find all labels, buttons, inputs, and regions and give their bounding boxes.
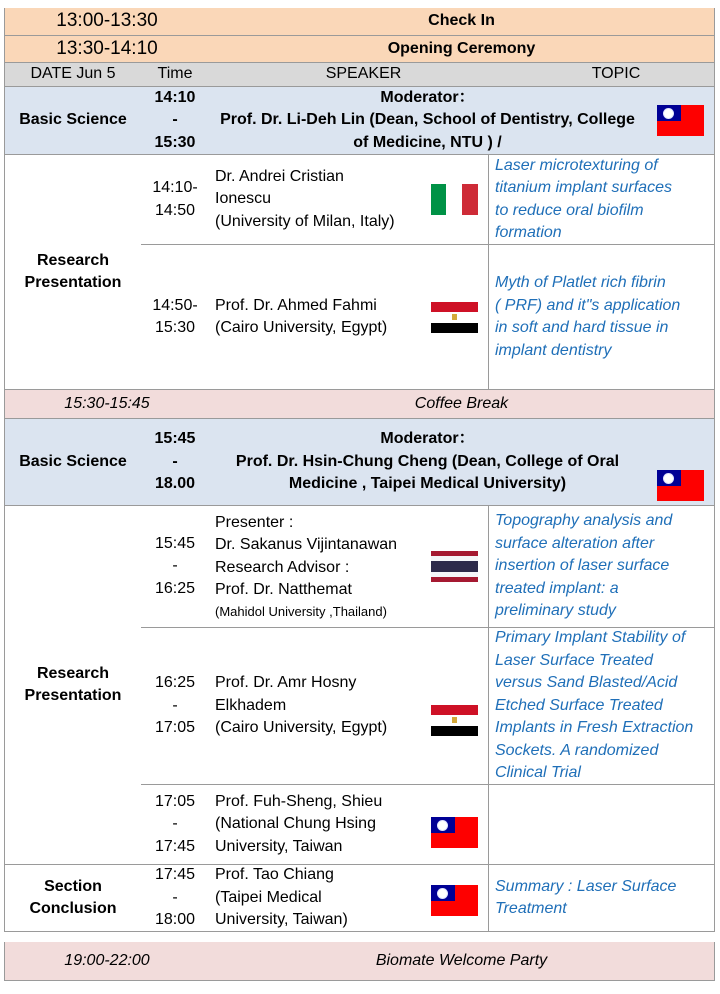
talk-topic: Laser microtexturing of titanium implant surfaces to reduce oral biofilm formation (488, 155, 715, 245)
talk-speaker: Prof. Dr. Ahmed Fahmi (Cairo University, Egypt) (209, 245, 421, 390)
talk-speaker: Prof. Fuh-Sheng, Shieu (National Chung Hsing University, Taiwan (209, 785, 421, 865)
header-speaker: SPEAKER (209, 63, 519, 87)
talk-row-ionescu (4, 155, 715, 245)
egypt-flag-icon (431, 302, 478, 333)
moderator-1-time: 14:10 - 15:30 (141, 87, 210, 155)
egypt-flag-icon (431, 705, 478, 736)
talk-topic: Topography analysis and surface alteration after insertion of laser surface treated implant: a preliminary study (488, 506, 715, 628)
talk-flag-cell (420, 628, 489, 785)
talk-flag-cell (420, 155, 489, 245)
moderator-2-time: 15:45 - 18.00 (141, 419, 210, 506)
header-time: Time (141, 63, 210, 87)
talk-speaker: Presenter : Dr. Sakanus Vijintanawan Research Advisor : Prof. Dr. Natthemat (Mahidol University ,Thailand) (209, 506, 421, 628)
welcome-party-row (4, 942, 715, 981)
header-topic: TOPIC (518, 63, 715, 87)
talk-topic-empty (488, 785, 715, 865)
check-in-time: 13:00-13:30 (4, 8, 210, 36)
check-in-row (4, 8, 715, 36)
taiwan-flag-icon (657, 470, 704, 501)
check-in-label: Check In (209, 8, 715, 36)
talk-time: 14:50- 15:30 (141, 245, 210, 390)
talk-time: 17:05 - 17:45 (141, 785, 210, 865)
moderator-1-category: Basic Science (4, 87, 142, 155)
talk-speaker: Dr. Andrei Cristian Ionescu (University of Milan, Italy) (209, 155, 421, 245)
talk-row-shieu (4, 785, 715, 865)
moderator-row-2 (4, 419, 715, 506)
talk-row-elkhadem (4, 628, 715, 785)
moderator-1-flag-cell (646, 87, 715, 155)
talk-topic: Primary Implant Stability of Laser Surface Treated versus Sand Blasted/Acid Etched Surface Treated Implants in Fresh Extraction Sockets. A randomized Clinical Trial (488, 628, 715, 785)
coffee-break-label: Coffee Break (209, 390, 715, 419)
research-presentation-2-category: Research Presentation (4, 506, 142, 865)
talk-flag-cell (420, 506, 489, 628)
opening-time: 13:30-14:10 (4, 36, 210, 63)
talk-time: 14:10- 14:50 (141, 155, 210, 245)
talk-row-fahmi (4, 245, 715, 390)
header-date: DATE Jun 5 (4, 63, 142, 87)
talk-time: 16:25 - 17:05 (141, 628, 210, 785)
italy-flag-icon (431, 184, 478, 215)
conclusion-speaker: Prof. Tao Chiang (Taipei Medical University, Taiwan) (209, 865, 421, 932)
talk-flag-cell (420, 245, 489, 390)
conclusion-flag-cell (420, 865, 489, 932)
conclusion-topic: Summary : Laser Surface Treatment (488, 865, 715, 932)
moderator-1-info: Moderator： Prof. Dr. Li-Deh Lin (Dean, School of Dentistry, College of Medicine, NTU ) / (209, 87, 647, 155)
speaker-affiliation: (Mahidol University ,Thailand) (215, 603, 387, 619)
taiwan-flag-icon (431, 817, 478, 848)
moderator-row-1 (4, 87, 715, 155)
talk-time: 15:45 - 16:25 (141, 506, 210, 628)
talk-topic: Myth of Platlet rich fibrin ( PRF) and it"s application in soft and hard tissue in implant dentistry (488, 245, 715, 390)
section-conclusion-category: Section Conclusion (4, 865, 142, 932)
moderator-2-info: Moderator： Prof. Dr. Hsin-Chung Cheng (Dean, College of Oral Medicine , Taipei Medical University) (209, 419, 647, 506)
talk-flag-cell (420, 785, 489, 865)
research-presentation-1-category: Research Presentation (4, 155, 142, 390)
column-header-row (4, 63, 715, 87)
coffee-break-row (4, 390, 715, 419)
taiwan-flag-icon (657, 105, 704, 136)
taiwan-flag-icon (431, 885, 478, 916)
coffee-break-time: 15:30-15:45 (4, 390, 210, 419)
welcome-party-time: 19:00-22:00 (4, 942, 210, 981)
welcome-party-label: Biomate Welcome Party (209, 942, 715, 981)
moderator-label: Moderator： (380, 430, 475, 448)
talk-row-vijintanawan (4, 506, 715, 628)
conclusion-time: 17:45 - 18:00 (141, 865, 210, 932)
opening-label: Opening Ceremony (209, 36, 715, 63)
moderator-label: Moderator： (380, 88, 475, 106)
moderator-2-flag-cell (646, 419, 715, 506)
section-conclusion-row (4, 865, 715, 932)
opening-ceremony-row (4, 36, 715, 63)
talk-speaker: Prof. Dr. Amr Hosny Elkhadem (Cairo University, Egypt) (209, 628, 421, 785)
thailand-flag-icon (431, 551, 478, 582)
moderator-2-category: Basic Science (4, 419, 142, 506)
